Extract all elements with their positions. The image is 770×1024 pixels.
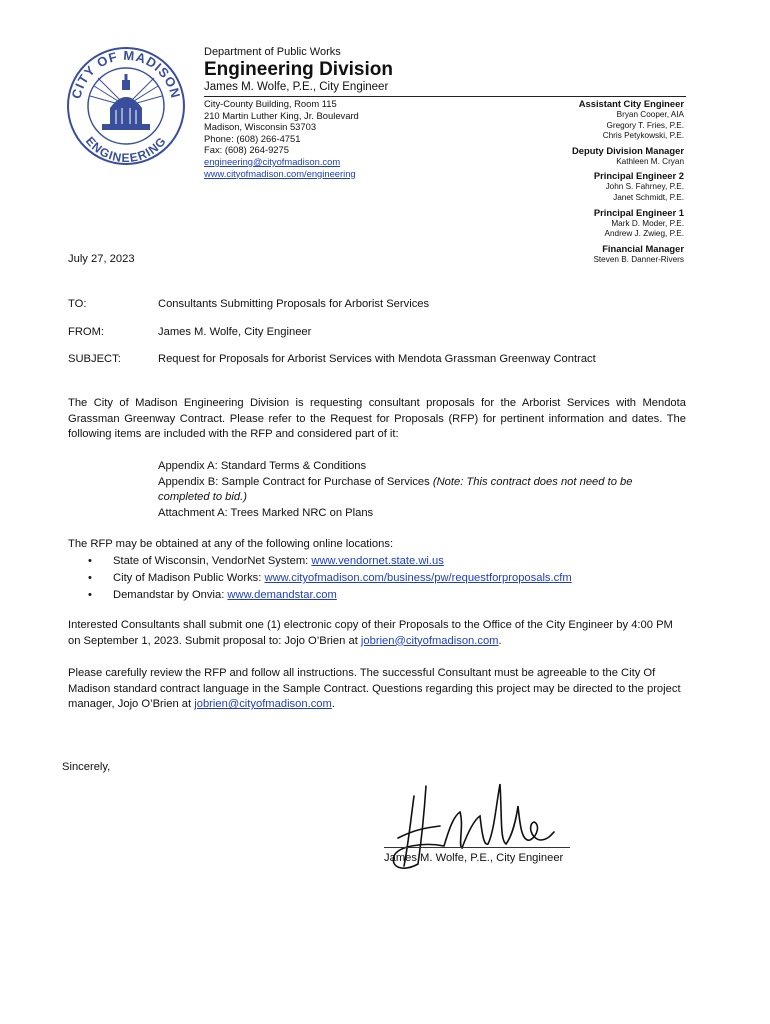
- from-value: James M. Wolfe, City Engineer: [158, 326, 312, 338]
- submission-email-link[interactable]: jobrien@cityofmadison.com: [360, 634, 499, 647]
- address-line: Madison, Wisconsin 53703: [204, 121, 317, 133]
- review-end: .: [331, 698, 335, 711]
- attachment-a: Attachment A: Trees Marked NRC on Plans: [158, 506, 374, 519]
- review-text: Please carefully review the RFP and follow all instructions. The successful Consultant must be agreeable to the City Of Madison standard contract language in the Sample Contract. Questions regarding this project may be directed to the project manager, Jojo O’Brien at: [68, 667, 681, 711]
- signature-line: [384, 847, 570, 848]
- review-email-link[interactable]: jobrien@cityofmadison.com: [194, 698, 332, 711]
- subject-label: SUBJECT:: [68, 353, 121, 365]
- rfp-locations-intro: The RFP may be obtained at any of the following online locations:: [68, 538, 394, 550]
- staff-directory: [572, 98, 684, 265]
- phone-line: Phone: (608) 266-4751: [204, 132, 301, 144]
- list-item: [88, 587, 572, 604]
- submission-paragraph: [68, 618, 686, 649]
- closing: Sincerely,: [62, 761, 111, 773]
- submission-text: Interested Consultants shall submit one (1) electronic copy of their Proposals to the Office of the City Engineer by 4:00 PM on September 1, 2023. Submit proposal to: Jojo O’Brien at: [68, 619, 673, 647]
- staff-name: Chris Petykowski, P.E.: [602, 131, 684, 141]
- city-seal-logo: [66, 42, 186, 170]
- review-paragraph: [68, 666, 686, 713]
- handwritten-signature: [384, 776, 570, 886]
- staff-role: Principal Engineer 2: [593, 170, 684, 182]
- staff-name: Andrew J. Zwieg, P.E.: [604, 229, 684, 239]
- address-line: 210 Martin Luther King, Jr. Boulevard: [204, 109, 359, 121]
- intro-paragraph: The City of Madison Engineering Division is requesting consultant proposals for the Arborist Services with Mendota Grassman Greenway Contract. Please refer to the Request for Proposals (RFP) for pertinent information and dates. The following items are included with the RFP and considered part of it:: [68, 397, 686, 441]
- division-title: Engineering Division: [204, 59, 393, 80]
- location-label: Demandstar by Onvia:: [113, 589, 228, 601]
- letterhead-divider: [204, 96, 686, 97]
- subject-value: Request for Proposals for Arborist Services with Mendota Grassman Greenway Contract: [158, 353, 596, 365]
- svg-text:ENGINEERING: ENGINEERING: [82, 133, 170, 165]
- appendix-a: Appendix A: Standard Terms & Conditions: [158, 460, 367, 472]
- signature-name: James M. Wolfe, P.E., City Engineer: [384, 852, 564, 864]
- staff-name: Kathleen M. Cryan: [616, 156, 684, 166]
- fax-line: Fax: (608) 264-9275: [204, 144, 289, 156]
- bullet-icon: •: [88, 555, 92, 567]
- rfp-locations-list: [88, 553, 572, 604]
- location-label: City of Madison Public Works:: [113, 572, 265, 584]
- public-works-rfp-link[interactable]: www.cityofmadison.com/business/pw/requestforproposals.cfm: [264, 572, 572, 584]
- letter-date: July 27, 2023: [68, 253, 135, 265]
- location-label: State of Wisconsin, VendorNet System:: [113, 555, 312, 567]
- appendix-b-note: (Note: This contract does not need to be completed to bid.): [158, 475, 633, 504]
- city-engineer-line: James M. Wolfe, P.E., City Engineer: [204, 81, 389, 93]
- appendix-b: [158, 475, 686, 506]
- address-line: City-County Building, Room 115: [204, 98, 337, 109]
- bullet-icon: •: [88, 589, 92, 601]
- appendix-b-text: Appendix B: Sample Contract for Purchase of Services: [158, 475, 433, 488]
- list-item: [88, 553, 572, 570]
- staff-role: Assistant City Engineer: [578, 98, 684, 109]
- svg-text:CITY OF MADISON: CITY OF MADISON: [68, 47, 184, 101]
- staff-role: Deputy Division Manager: [571, 144, 684, 156]
- from-label: FROM:: [68, 326, 105, 338]
- staff-name: Janet Schmidt, P.E.: [613, 192, 684, 202]
- to-label: TO:: [68, 298, 87, 310]
- address-block: [204, 98, 359, 179]
- staff-role: Principal Engineer 1: [593, 206, 684, 218]
- department-name: Department of Public Works: [204, 46, 341, 58]
- staff-name: Gregory T. Fries, P.E.: [606, 120, 684, 130]
- engineering-email-link[interactable]: engineering@cityofmadison.com: [204, 155, 341, 167]
- rfp-items: [158, 459, 686, 521]
- staff-name: Mark D. Moder, P.E.: [611, 218, 684, 228]
- staff-name: John S. Fahrney, P.E.: [605, 182, 684, 192]
- staff-name: Bryan Cooper, AIA: [616, 110, 684, 119]
- submission-end: .: [498, 634, 502, 647]
- staff-role: Financial Manager: [602, 242, 684, 254]
- bullet-icon: •: [88, 572, 92, 584]
- engineering-website-link[interactable]: www.cityofmadison.com/engineering: [204, 167, 356, 179]
- vendornet-link[interactable]: www.vendornet.state.wi.us: [311, 555, 444, 567]
- to-value: Consultants Submitting Proposals for Arborist Services: [158, 298, 430, 310]
- staff-name: Steven B. Danner-Rivers: [593, 254, 684, 264]
- demandstar-link[interactable]: www.demandstar.com: [227, 589, 337, 601]
- list-item: [88, 570, 572, 587]
